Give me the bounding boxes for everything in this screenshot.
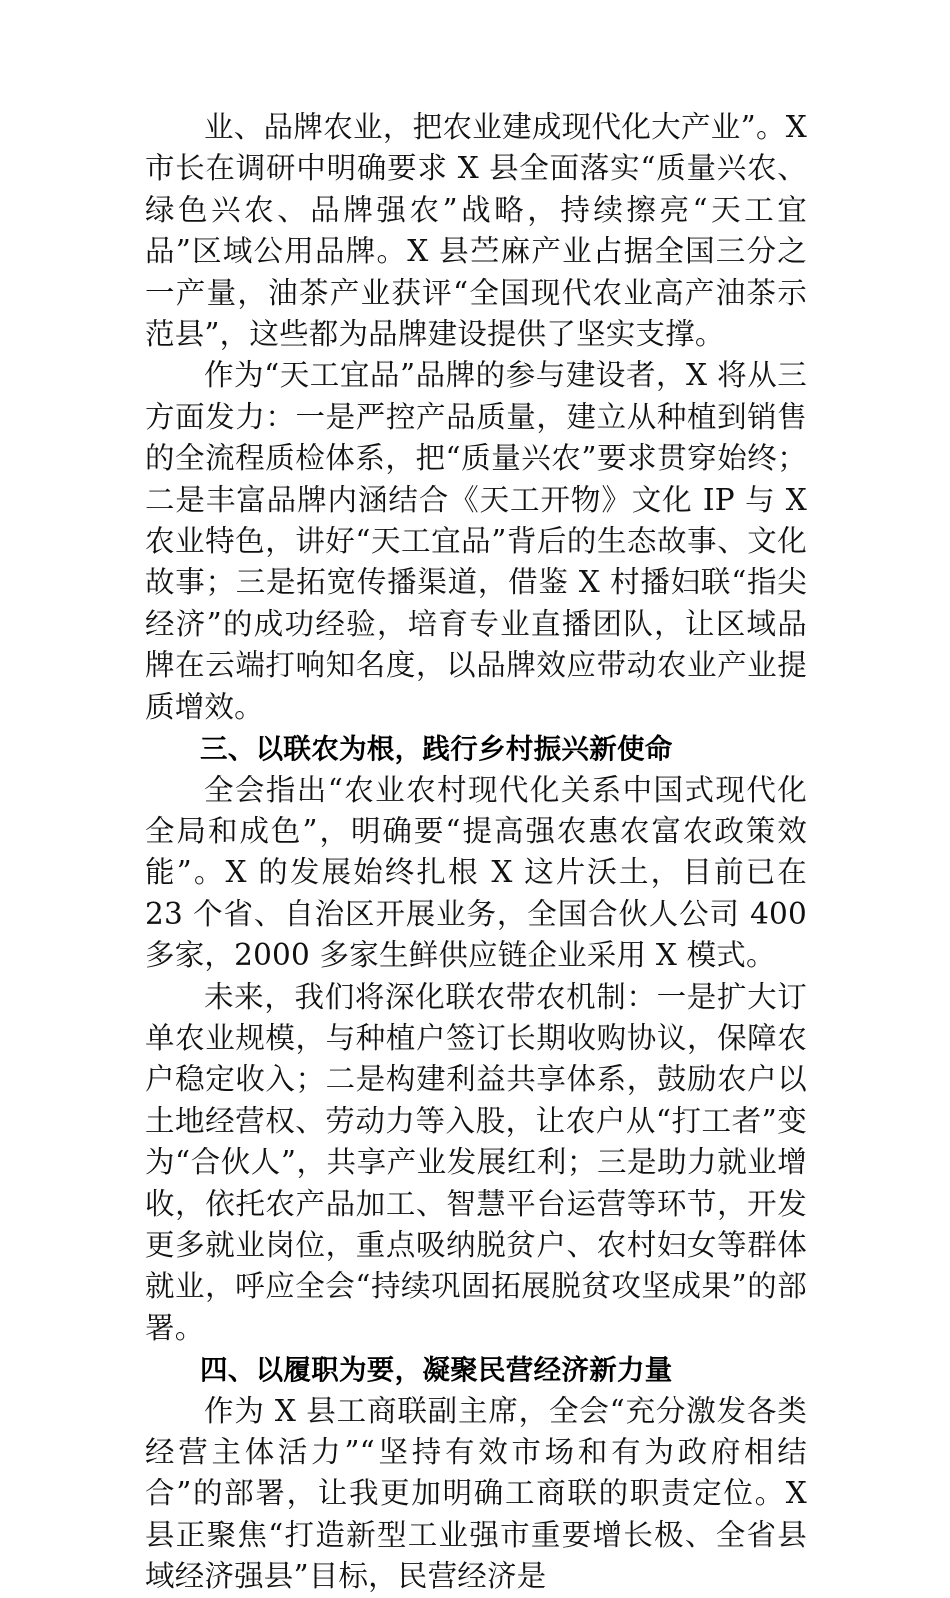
document-text-column [145,107,807,1598]
section-heading-four: 四、以履职为要，凝聚民营经济新力量 [200,1354,673,1386]
paragraph-rural-modernization: 全会指出“农业农村现代化关系中国式现代化全局和成色”，明确要“提高强农惠农富农政策效能”。X 的发展始终扎根 X 这片沃土，目前已在 23 个省、自治区开展业务，全国合伙人公司 400 多家，2000 多家生鲜供应链企业采用 X 模式。 [145,772,807,973]
paragraph-brand-three-efforts: 作为“天工宜品”品牌的参与建设者，X 将从三方面发力：一是严控产品质量，建立从种植到销售的全流程质检体系，把“质量兴农”要求贯穿始终；二是丰富品牌内涵结合《天工开物》文化 IP 与 X 农业特色，讲好“天工宜品”背后的生态故事、文化故事；三是拓宽传播渠道，借鉴 X 村播妇联“指尖经济”的成功经验，培育专业直播团队，让区域品牌在云端打响知名度，以品牌效应带动农业产业提质增效。 [145,358,807,724]
paragraph-private-economy-duty: 作为 X 县工商联副主席，全会“充分激发各类经营主体活力”“坚持有效市场和有为政府相结合”的部署，让我更加明确工商联的职责定位。X 县正聚焦“打造新型工业强市重要增长极、全省县域经济强县”目标，民营经济是 [145,1393,807,1594]
section-heading-three: 三、以联农为根，践行乡村振兴新使命 [200,733,673,765]
paragraph-continued-brand-agriculture: 业、品牌农业，把农业建成现代化大产业”。X市长在调研中明确要求 X 县全面落实“质量兴农、绿色兴农、品牌强农”战略，持续擦亮“天工宜品”区域公用品牌。X 县苎麻产业占据全国三分之一产量，油茶产业获评“全国现代农业高产油茶示范县”，这些都为品牌建设提供了坚实支撑。 [145,110,807,352]
paragraph-future-farmer-linkage: 未来，我们将深化联农带农机制：一是扩大订单农业规模，与种植户签订长期收购协议，保障农户稳定收入；二是构建利益共享体系，鼓励农户以土地经营权、劳动力等入股，让农户从“打工者”变为“合伙人”，共享产业发展红利；三是助力就业增收，依托农产品加工、智慧平台运营等环节，开发更多就业岗位，重点吸纳脱贫户、农村妇女等群体就业，呼应全会“持续巩固拓展脱贫攻坚成果”的部署。 [145,979,807,1345]
